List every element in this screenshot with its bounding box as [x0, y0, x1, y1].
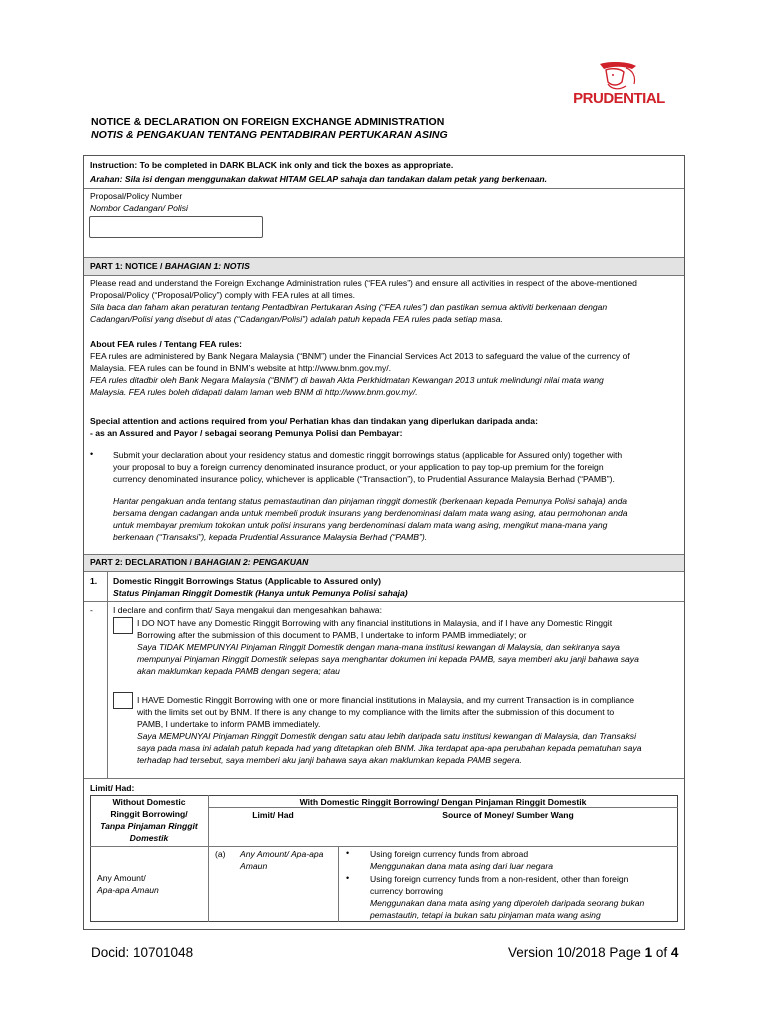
divider — [84, 188, 684, 189]
bullet-icon: • — [90, 449, 94, 459]
divider — [107, 571, 108, 601]
table-row-divider — [90, 846, 678, 847]
table-header: Ringgit Borrowing/ — [110, 809, 188, 819]
version-text: Version 10/2018 Page — [508, 945, 645, 960]
about-fea-text: FEA rules are administered by Bank Negara Malaysia (“BNM”) under the Financial Services Act 2013 to safeguard the value of the currency of — [90, 351, 630, 361]
about-fea-text-malay: Malaysia. FEA rules boleh didapati dalam laman web BNM di http://www.bnm.gov.my/. — [90, 387, 418, 397]
bullet-text-malay: berkenaan (“Transaksi”), kepada Prudential Assurance Malaysia Berhad (“PAMB”). — [113, 532, 428, 542]
part1-paragraph: Proposal/Policy (“Proposal/Policy”) comply with FEA rules at all times. — [90, 290, 356, 300]
about-fea-text-malay: FEA rules ditadbir oleh Bank Negara Malaysia (“BNM”) di bawah Akta Perkhidmatan Kewangan 2013 untuk melindungi nilai mata wang — [90, 375, 604, 385]
divider — [107, 601, 108, 778]
limit-header: Limit/ Had — [252, 810, 294, 820]
logo-wordmark: PRUDENTIAL — [573, 90, 665, 107]
option2-text-malay: Saya MEMPUNYAI Pinjaman Ringgit Domestik dengan satu atau lebih daripada satu institusi kewangan di Malaysia, dan Transaksi — [137, 731, 637, 741]
divider — [84, 778, 684, 779]
about-fea-text: Malaysia. FEA rules can be found in BNM’s website at http://www.bnm.gov.my/. — [90, 363, 392, 373]
section-number: 1. — [90, 576, 98, 586]
table-cell: Amaun — [240, 861, 268, 871]
page-indicator — [508, 945, 678, 960]
table-header-malay: Domestik — [129, 833, 169, 843]
option1-text: Borrowing after the submission of this document to PAMB, I undertake to inform PAMB immediately; or — [137, 630, 527, 640]
option1-text-malay: mempunyai Pinjaman Ringgit Domestik selepas saya menghantar dokumen ini kepada PAMB, saya memberi aku janji bahawa saya — [137, 654, 639, 664]
special-attention-heading: Special attention and actions required from you/ Perhatian khas dan tindakan yang diperlukan daripada anda: — [90, 416, 538, 426]
bullet-text: currency denominated insurance policy, whichever is applicable (“Transaction”), to Prudential Assurance Malaysia Berhad (“PAMB”). — [113, 474, 615, 484]
table-cell: currency borrowing — [370, 886, 444, 896]
limit-label: Limit/ Had: — [90, 783, 135, 793]
section-title-malay: Status Pinjaman Ringgit Domestik (Hanya untuk Pemunya Polisi sahaja) — [113, 588, 408, 598]
document-title: NOTICE & DECLARATION ON FOREIGN EXCHANGE ADMINISTRATION — [91, 116, 445, 128]
instruction-text-malay: Arahan: Sila isi dengan menggunakan dakwat HITAM GELAP sahaja dan tandakan dalam petak yang berkenaan. — [90, 174, 548, 184]
bullet-text: your proposal to buy a foreign currency denominated insurance product, or your application to pay top-up premium for the foreign — [113, 462, 604, 472]
lady-prudence-icon — [568, 60, 670, 94]
table-cell: Any Amount/ — [97, 873, 146, 883]
table-cell: Any Amount/ Apa-apa — [240, 849, 324, 859]
table-header: With Domestic Ringgit Borrowing/ Dengan Pinjaman Ringgit Domestik — [299, 797, 587, 807]
part1-paragraph: Please read and understand the Foreign Exchange Administration rules (“FEA rules”) and ensure all activities in respect of the above-mentioned — [90, 278, 637, 288]
policy-number-label: Proposal/Policy Number — [90, 191, 183, 201]
page-total: 4 — [670, 945, 679, 960]
table-cell: Using foreign currency funds from a non-resident, other than foreign — [370, 874, 629, 884]
part2-header-en: PART 2: DECLARATION / — [90, 557, 195, 567]
part2-header — [90, 557, 308, 569]
table-header — [208, 810, 338, 822]
list-dash: - — [90, 605, 93, 615]
part1-paragraph-malay: Sila baca dan faham akan peraturan tentang Pentadbiran Pertukaran Asing (“FEA rules”) dan pastikan semua aktiviti berkenaan dengan — [90, 302, 608, 312]
policy-number-field[interactable] — [89, 216, 263, 238]
document-title-malay: NOTIS & PENGAKUAN TENTANG PENTADBIRAN PERTUKARAN ASING — [91, 129, 448, 141]
bullet-text-malay: bersama dengan cadangan anda untuk membeli produk insurans yang berdenominasi dalam mata wang asing, atau permohonan anda — [113, 508, 628, 518]
section-title: Domestic Ringgit Borrowings Status (Applicable to Assured only) — [113, 576, 382, 586]
prudential-logo — [568, 60, 670, 110]
bullet-text-malay: Hantar pengakuan anda tentang status pemastautinan dan pinjaman ringgit domestik (berkenaan kepada Pemunya Polisi sahaja) anda — [113, 496, 628, 506]
part1-paragraph-malay: Cadangan/Polisi yang disebut di atas (“Cadangan/Polisi”) adalah patuh kepada FEA rules pada setiap masa. — [90, 314, 503, 324]
table-cell: Using foreign currency funds from abroad — [370, 849, 529, 859]
bullet-text-malay: untuk membayar premium tokokan untuk polisi insurans yang berdenominasi dalam mata wang asing, mengikut mana-mana yang — [113, 520, 608, 530]
divider — [84, 571, 684, 572]
confirm-text — [113, 605, 382, 617]
option2-text-malay: terhadap had tersebut, saya memberi aku janji bahawa saya akan maklumkan kepada PAMB segera. — [137, 755, 522, 765]
divider — [84, 275, 684, 276]
option1-text: I DO NOT have any Domestic Ringgit Borrowing with any financial institutions in Malaysia, and if I have any Domestic Ringgit — [137, 618, 613, 628]
part1-header — [90, 261, 250, 273]
divider — [84, 554, 684, 555]
table-cell: Menggunakan dana mata asing yang diperoleh daripada seorang bukan — [370, 898, 645, 908]
bullet-text: Submit your declaration about your residency status and domestic ringgit borrowings status (applicable for Assured only) together with — [113, 450, 623, 460]
divider — [84, 601, 684, 602]
page-of: of — [652, 945, 671, 960]
option2-text: with the limits set out by BNM. If there is any change to my compliance with the limits after the submission of this document to — [137, 707, 615, 717]
option2-text: I HAVE Domestic Ringgit Borrowing with one or more financial institutions in Malaysia, and my current Transaction is in compliance — [137, 695, 635, 705]
table-cell: pemastautin, tetapi ia bukan satu pinjaman mata wang asing — [370, 910, 601, 920]
bullet-icon: • — [346, 873, 350, 883]
about-fea-heading: About FEA rules / Tentang FEA rules: — [90, 339, 242, 349]
part2-header-ms: BAHAGIAN 2: PENGAKUAN — [194, 557, 309, 567]
policy-number-label-malay: Nombor Cadangan/ Polisi — [90, 203, 188, 213]
page-number: 1 — [644, 945, 653, 960]
have-borrowing-checkbox[interactable] — [113, 692, 133, 709]
instruction-text: Instruction: To be completed in DARK BLACK ink only and tick the boxes as appropriate. — [90, 160, 454, 170]
confirm-label: I declare and confirm that/ Saya mengakui dan mengesahkan bahawa: — [113, 605, 382, 615]
option2-text-malay: saya pada masa ini adalah patuh kepada had yang ditetapkan oleh BNM. Jika terdapat apa-apa perubahan kepada pematuhan saya — [137, 743, 642, 753]
table-cell: Apa-apa Amaun — [97, 885, 159, 895]
table-header: Without Domestic — [112, 797, 186, 807]
table-cell: Menggunakan dana mata asing dari luar negara — [370, 861, 553, 871]
table-cell: (a) — [215, 849, 226, 859]
special-attention-subheading: - as an Assured and Payor / sebagai seorang Pemunya Polisi dan Pembayar: — [90, 428, 403, 438]
table-col-divider — [338, 846, 339, 922]
table-header: Source of Money/ Sumber Wang — [442, 810, 574, 820]
part1-header-en: PART 1: NOTICE / — [90, 261, 165, 271]
divider — [84, 257, 684, 258]
table-header-malay: Tanpa Pinjaman Ringgit — [100, 821, 198, 831]
option2-text: PAMB, I undertake to inform PAMB immediately. — [137, 719, 321, 729]
bullet-icon: • — [346, 848, 350, 858]
doc-id: Docid: 10701048 — [91, 945, 194, 960]
option1-text-malay: Saya TIDAK MEMPUNYAI Pinjaman Ringgit Domestik dengan mana-mana institusi kewangan di Malaysia, dan sekiranya saya — [137, 642, 620, 652]
no-borrowing-checkbox[interactable] — [113, 617, 133, 634]
option1-text-malay: akan maklumkan kepada PAMB dengan segera; atau — [137, 666, 340, 676]
part1-header-ms: BAHAGIAN 1: NOTIS — [164, 261, 250, 271]
